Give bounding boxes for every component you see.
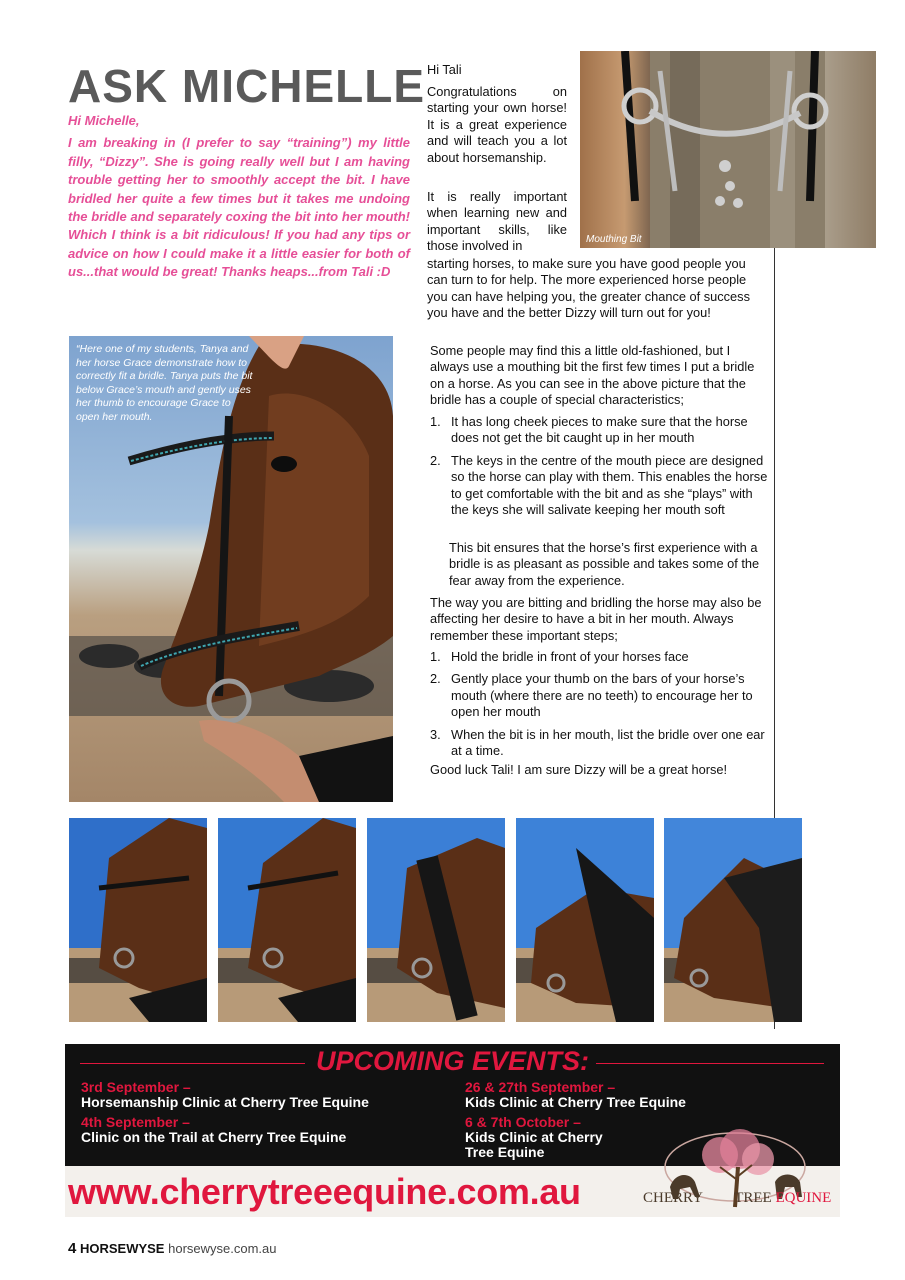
- reply-paragraph-1: Congratulations on starting your own horse! It is a great experience and will teach you a lot about horsemanship.: [427, 84, 567, 165]
- list-number: 1.: [430, 649, 441, 664]
- logo-word: CHERRY: [643, 1190, 703, 1206]
- list-item: [430, 453, 768, 519]
- reply-paragraph-4: This bit ensures that the horse’s first experience with a bridle is as pleasant as possible and takes some of the fear away from the experience.: [449, 540, 760, 588]
- event-date: 26 & 27th September –: [465, 1079, 616, 1095]
- list-item: [430, 649, 768, 665]
- list-item: [430, 414, 768, 447]
- list-text: It has long cheek pieces to make sure that the horse does not get the bit caught up in her mouth: [451, 414, 748, 446]
- reader-letter: [68, 112, 410, 282]
- sequence-photo-4: [516, 818, 654, 1022]
- sequence-photo-3: [367, 818, 505, 1022]
- letter-greeting: Hi Michelle,: [68, 113, 140, 128]
- list-text: Hold the bridle in front of your horses face: [451, 649, 689, 664]
- main-photo-caption: “Here one of my students, Tanya and her horse Grace demonstrate how to correctly fit a bridle. Tanya puts the bit below Grace’s mouth and gently uses her thumb to encourage Grace to open her mouth.: [76, 343, 253, 423]
- logo-wordmark: [643, 1190, 831, 1207]
- sequence-photo-5: [664, 818, 802, 1022]
- reply-paragraph-2-start: It is really important when learning new and important skills, like those involved in: [427, 189, 567, 254]
- mouthing-bit-illustration: [580, 51, 876, 248]
- bit-characteristics-list: [430, 414, 768, 524]
- list-text: When the bit is in her mouth, list the bridle over one ear at a time.: [451, 726, 765, 759]
- list-number: 2.: [430, 671, 441, 687]
- bridling-step-illustration: [664, 818, 802, 1022]
- list-number: 1.: [430, 414, 441, 429]
- bridling-steps-list: [430, 649, 768, 765]
- event-description: Kids Clinic at Cherry: [465, 1129, 603, 1145]
- logo-word: EQUINE: [775, 1190, 832, 1206]
- event-description: Horsemanship Clinic at Cherry Tree Equine: [81, 1094, 369, 1110]
- sequence-photo-2: [218, 818, 356, 1022]
- bridling-step-illustration: [218, 818, 356, 1022]
- logo-word: TREE: [734, 1190, 772, 1206]
- events-heading: UPCOMING EVENTS:: [315, 1046, 590, 1076]
- bridling-step-illustration: [367, 818, 505, 1022]
- list-text: The keys in the centre of the mouth piece are designed so the horse can play with them. This enables the horse to get comfortable with the bit and as she “plays” with the keys she will salivate keeping her mouth soft: [451, 452, 768, 518]
- page-footer: [68, 1240, 277, 1257]
- event-description: Clinic on the Trail at Cherry Tree Equine: [81, 1129, 347, 1145]
- list-item: [430, 727, 768, 760]
- reply-closing: Good luck Tali! I am sure Dizzy will be a great horse!: [430, 762, 728, 777]
- page-number: 4: [68, 1240, 77, 1257]
- bit-photo-caption: Mouthing Bit: [586, 234, 642, 245]
- reply-paragraph-2-end: starting horses, to make sure you have good people you can turn to for help. The more experienced horse people you can have helping you, the greater chance of success you have and the better Dizzy will turn out for you!: [427, 256, 750, 321]
- letter-body: I am breaking in (I prefer to say “training”) my little filly, “Dizzy”. She is going really well but I am having trouble getting her to smoothly accept the bit. I have bridled her quite a few times but it takes me undoing the bridle and separately coxing the bit into her mouth! Which I think is a bit ridiculous! If you had any tips or advice on how I could make it a little easier for both of us...that would be great! Thanks heaps...from Tali :D: [68, 135, 410, 280]
- magazine-brand: HORSEWYSE: [79, 1241, 165, 1256]
- bridling-step-illustration: [516, 818, 654, 1022]
- list-number: 3.: [430, 726, 441, 742]
- sequence-photo-1: [69, 818, 207, 1022]
- list-number: 2.: [430, 452, 441, 468]
- mouthing-bit-photo: [580, 51, 876, 248]
- reply-greeting: Hi Tali: [427, 62, 462, 77]
- list-text: Gently place your thumb on the bars of your horse’s mouth (where there are no teeth) to encourage her to open her mouth: [451, 671, 753, 720]
- reply-paragraph-5: The way you are bitting and bridling the horse may also be affecting her desire to have a bit in her mouth. Always remember these important steps;: [430, 595, 762, 643]
- event-date: 4th September –: [81, 1114, 190, 1130]
- bridling-step-illustration: [69, 818, 207, 1022]
- website-link[interactable]: www.cherrytreeequine.com.au: [68, 1171, 581, 1212]
- list-item: [430, 671, 768, 720]
- event-date: 6 & 7th October –: [465, 1114, 581, 1130]
- magazine-site: horsewyse.com.au: [168, 1241, 277, 1256]
- event-description: Kids Clinic at Cherry Tree Equine: [465, 1094, 686, 1110]
- reply-paragraph-3: Some people may find this a little old-fashioned, but I always use a mouthing bit the first few times I put a bridle on a horse. As you can see in the above picture that the bridle has a couple of special characteristics;: [430, 343, 755, 408]
- page-title: ASK MICHELLE: [68, 60, 425, 112]
- event-description: Tree Equine: [465, 1144, 545, 1160]
- event-date: 3rd September –: [81, 1079, 191, 1095]
